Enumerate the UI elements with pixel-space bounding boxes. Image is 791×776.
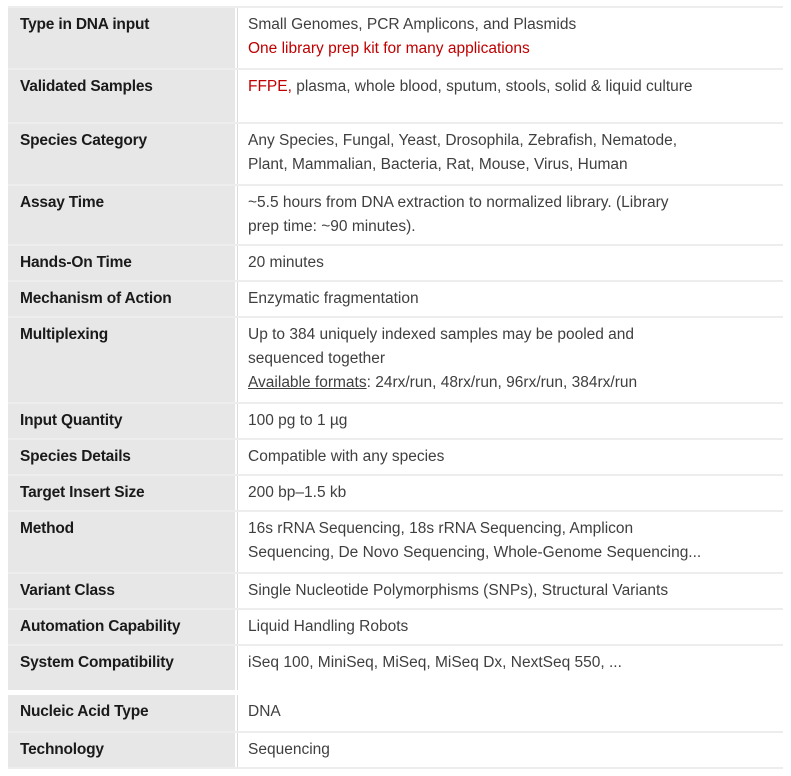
table-row	[8, 610, 783, 646]
value-text: Small Genomes, PCR Amplicons, and Plasmids	[248, 16, 577, 33]
value-text: : 24rx/run, 48rx/run, 96rx/run, 384rx/run	[366, 374, 638, 391]
table-row	[8, 646, 783, 695]
row-value	[237, 70, 783, 122]
row-label: Hands-On Time	[8, 246, 237, 280]
row-label: System Compatibility	[8, 646, 237, 690]
table-row	[8, 695, 783, 733]
table-row	[8, 70, 783, 124]
value-text: plasma, whole blood, sputum, stools, solid & liquid culture	[291, 78, 693, 95]
value-text: Up to 384 uniquely indexed samples may be pooled and	[248, 326, 635, 343]
row-value	[237, 610, 783, 644]
value-text: DNA	[248, 703, 281, 720]
row-label: Method	[8, 512, 237, 572]
row-value	[237, 646, 783, 690]
value-text: Liquid Handling Robots	[248, 618, 409, 635]
table-row	[8, 512, 783, 574]
row-value	[237, 318, 783, 402]
row-value	[237, 404, 783, 438]
value-text: sequenced together	[248, 350, 386, 367]
table-row	[8, 124, 783, 186]
value-text-red: One library prep kit for many applications	[248, 40, 530, 57]
value-text: 20 minutes	[248, 254, 324, 271]
table-row	[8, 246, 783, 282]
spec-table	[8, 6, 783, 769]
row-value	[237, 8, 783, 68]
value-text: Enzymatic fragmentation	[248, 290, 419, 307]
row-value	[237, 695, 783, 731]
row-value	[237, 282, 783, 316]
row-label: Validated Samples	[8, 70, 237, 122]
row-label: Species Details	[8, 440, 237, 474]
row-value	[237, 246, 783, 280]
table-row	[8, 186, 783, 246]
value-text: Any Species, Fungal, Yeast, Drosophila, Zebrafish, Nematode,	[248, 132, 678, 149]
row-label: Assay Time	[8, 186, 237, 244]
value-text: Sequencing	[248, 741, 330, 758]
table-row	[8, 440, 783, 476]
row-value	[237, 476, 783, 510]
value-text-underlined: Available formats	[248, 374, 367, 391]
row-label: Nucleic Acid Type	[8, 695, 237, 731]
row-label: Multiplexing	[8, 318, 237, 402]
value-text: 200 bp–1.5 kb	[248, 484, 347, 501]
row-label: Type in DNA input	[8, 8, 237, 68]
table-row	[8, 574, 783, 610]
row-label: Technology	[8, 733, 237, 767]
value-text: 100 pg to 1 µg	[248, 412, 348, 429]
row-value	[237, 124, 783, 184]
table-row	[8, 733, 783, 769]
value-text: 16s rRNA Sequencing, 18s rRNA Sequencing, Amplicon	[248, 520, 634, 537]
value-text: Plant, Mammalian, Bacteria, Rat, Mouse, Virus, Human	[248, 156, 628, 173]
row-label: Input Quantity	[8, 404, 237, 438]
table-row	[8, 318, 783, 404]
table-row	[8, 404, 783, 440]
table-row	[8, 8, 783, 70]
row-value	[237, 733, 783, 767]
row-value	[237, 512, 783, 572]
row-label: Automation Capability	[8, 610, 237, 644]
value-text: Sequencing, De Novo Sequencing, Whole-Genome Sequencing...	[248, 544, 702, 561]
value-text: Compatible with any species	[248, 448, 445, 465]
row-label: Variant Class	[8, 574, 237, 608]
row-value	[237, 440, 783, 474]
value-text: ~5.5 hours from DNA extraction to normalized library. (Library	[248, 194, 669, 211]
table-row	[8, 476, 783, 512]
value-text: prep time: ~90 minutes).	[248, 218, 416, 235]
row-label: Target Insert Size	[8, 476, 237, 510]
table-row	[8, 282, 783, 318]
value-text: Single Nucleotide Polymorphisms (SNPs), Structural Variants	[248, 582, 669, 599]
row-value	[237, 186, 783, 244]
row-label: Mechanism of Action	[8, 282, 237, 316]
row-label: Species Category	[8, 124, 237, 184]
value-text-red: FFPE,	[248, 78, 292, 95]
value-text: iSeq 100, MiniSeq, MiSeq, MiSeq Dx, NextSeq 550, ...	[248, 654, 622, 671]
row-value	[237, 574, 783, 608]
